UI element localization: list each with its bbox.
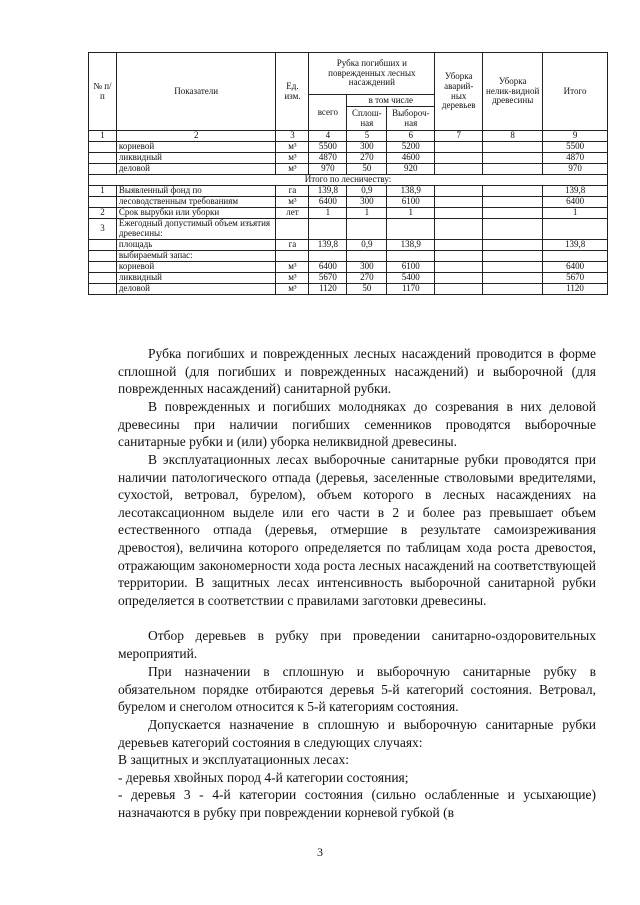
table-row [89,186,608,197]
row-emergency [435,261,483,272]
row-clear: 300 [347,142,387,153]
column-number: 5 [347,131,387,142]
table-row [89,272,608,283]
row-num: 1 [89,186,117,197]
row-label: деловой [116,164,276,175]
table-row [89,164,608,175]
row-total: 970 [309,164,347,175]
column-number: 8 [483,131,543,142]
row-emergency [435,153,483,164]
row-selective: 138,9 [387,186,435,197]
rows-section [89,186,608,295]
row-sum: 970 [543,164,608,175]
row-num [89,164,117,175]
table-row [89,197,608,208]
table-row [89,250,608,261]
row-total: 139,8 [309,239,347,250]
header-unit: Ед. изм. [276,53,309,131]
row-unit [276,250,309,261]
table-row [89,219,608,240]
row-label: корневой [116,142,276,153]
row-total: 6400 [309,197,347,208]
row-sum: 139,8 [543,186,608,197]
header-clear: Сплош-ная [347,107,387,131]
row-emergency [435,164,483,175]
table-row [89,283,608,294]
row-label: корневой [116,261,276,272]
column-number: 2 [116,131,276,142]
row-num [89,250,117,261]
section-title: Итого по лесничеству: [89,175,608,186]
row-total: 1 [309,208,347,219]
header-indicator: Показатели [116,53,276,131]
row-selective: 1170 [387,283,435,294]
header-emergency: Уборка аварий-ных деревьев [435,53,483,131]
row-nonliquid [483,153,543,164]
row-num [89,272,117,283]
header-num: № п/п [89,53,117,131]
row-total: 6400 [309,261,347,272]
row-clear: 1 [347,208,387,219]
header-selective: Выбороч-ная [387,107,435,131]
row-label: выбираемый запас: [116,250,276,261]
row-clear: 0,9 [347,186,387,197]
row-emergency [435,208,483,219]
paragraph-3: В эксплуатационных лесах выборочные санитарные рубки проводятся при наличии патологического отпада (деревья, заселенные стволовыми вредителями, сухостой, ветровал, бурелом), объем которого в лесных насаждениях на лесотаксационном выделе или его части в 2 и более раз превышает объем естественного отпада (деревья, отмершие в результате самоизреживания древостоя), величина которого определяется по таблицам хода роста древостоя, отражающим закономерности хода роста лесных насаждений на соответствующей территории. В защитных лесах интенсивность выборочной санитарной рубки определяется в соответствии с правилами заготовки древесины. [118,452,596,608]
row-unit: м³ [276,142,309,153]
row-num: 2 [89,208,117,219]
row-sum: 4870 [543,153,608,164]
row-unit: м³ [276,272,309,283]
row-sum: 5500 [543,142,608,153]
row-nonliquid [483,239,543,250]
row-emergency [435,197,483,208]
row-sum: 6400 [543,197,608,208]
row-clear: 300 [347,197,387,208]
paragraph-8: - деревья хвойных пород 4-й категории состояния; [118,770,409,785]
row-selective: 6100 [387,197,435,208]
row-unit: м³ [276,261,309,272]
row-emergency [435,142,483,153]
column-number: 4 [309,131,347,142]
row-total: 139,8 [309,186,347,197]
row-label: ликвидный [116,153,276,164]
row-nonliquid [483,250,543,261]
row-label: лесоводственным требованиям [116,197,276,208]
header-grand-total: Итого [543,53,608,131]
row-selective [387,250,435,261]
row-emergency [435,239,483,250]
column-number: 1 [89,131,117,142]
column-number: 7 [435,131,483,142]
row-nonliquid [483,197,543,208]
row-sum: 6400 [543,261,608,272]
row-num [89,142,117,153]
row-unit: га [276,186,309,197]
row-selective: 6100 [387,261,435,272]
row-nonliquid [483,283,543,294]
column-number: 9 [543,131,608,142]
row-sum [543,250,608,261]
row-selective: 138,9 [387,239,435,250]
row-selective: 5200 [387,142,435,153]
row-total: 5500 [309,142,347,153]
header-nonliquid: Уборка нелик-видной древесины [483,53,543,131]
row-clear: 50 [347,283,387,294]
row-selective: 920 [387,164,435,175]
header-felling-group: Рубка погибших и поврежденных лесных насаждений [309,53,435,95]
row-unit: м³ [276,197,309,208]
row-clear: 300 [347,261,387,272]
paragraph-6: Допускается назначение в сплошную и выборочную санитарные рубки деревьев категорий состояния в следующих случаях: [118,717,596,750]
paragraph-7: В защитных и эксплуатационных лесах: [118,752,350,767]
table-row [89,261,608,272]
row-selective: 5400 [387,272,435,283]
row-unit: м³ [276,283,309,294]
row-nonliquid [483,261,543,272]
row-total [309,250,347,261]
row-total: 5670 [309,272,347,283]
row-sum: 1 [543,208,608,219]
paragraph-2: В поврежденных и погибших молодняках до созревания в них деловой древесины при наличии погибших семенников проводятся выборочные санитарные рубки и (или) уборка неликвидной древесины. [118,399,596,450]
row-selective: 4600 [387,153,435,164]
row-nonliquid [483,186,543,197]
paragraph-9: - деревья 3 - 4-й категории состояния (сильно ослабленные и усыхающие) назначаются в рубку при повреждении корневой губкой (в [118,787,596,820]
row-label: Ежегодный допустимый объем изъятия древесины: [116,219,276,240]
row-clear: 50 [347,164,387,175]
row-selective [387,219,435,240]
row-nonliquid [483,219,543,240]
row-unit: га [276,239,309,250]
row-label: деловой [116,283,276,294]
row-label: площадь [116,239,276,250]
row-total: 4870 [309,153,347,164]
row-num [89,197,117,208]
felling-table [88,52,608,295]
row-clear [347,219,387,240]
row-total: 1120 [309,283,347,294]
header-total: всего [309,95,347,131]
row-sum: 1120 [543,283,608,294]
row-num [89,261,117,272]
table-row [89,153,608,164]
table-row [89,208,608,219]
column-numbers-row [89,131,608,142]
row-nonliquid [483,164,543,175]
row-selective: 1 [387,208,435,219]
table-row [89,142,608,153]
row-emergency [435,250,483,261]
row-total [309,219,347,240]
row-num [89,153,117,164]
row-clear: 270 [347,153,387,164]
page-number: 3 [317,845,323,859]
row-num [89,283,117,294]
paragraph-4: Отбор деревьев в рубку при проведении санитарно-оздоровительных мероприятий. [118,628,596,661]
paragraph-5: При назначении в сплошную и выборочную санитарные рубку в обязательном порядке отбираются деревья 5-й категорий состояния. Ветровал, бурелом и снеголом относится к 5-й категориям состояния. [118,664,596,715]
row-clear: 270 [347,272,387,283]
row-unit [276,219,309,240]
row-num: 3 [89,219,117,240]
row-sum [543,219,608,240]
column-number: 3 [276,131,309,142]
row-nonliquid [483,142,543,153]
header-incl: в том числе [347,95,435,107]
row-nonliquid [483,272,543,283]
table-row [89,239,608,250]
row-unit: м³ [276,153,309,164]
row-sum: 139,8 [543,239,608,250]
row-nonliquid [483,208,543,219]
rows-top [89,142,608,175]
row-clear: 0,9 [347,239,387,250]
row-label: Выявленный фонд по [116,186,276,197]
row-emergency [435,186,483,197]
row-sum: 5670 [543,272,608,283]
row-label: ликвидный [116,272,276,283]
row-emergency [435,283,483,294]
row-clear [347,250,387,261]
row-emergency [435,219,483,240]
paragraph-1: Рубка погибших и поврежденных лесных насаждений проводится в форме сплошной (для погибших и поврежденных насаждений) и выборочной (для поврежденных насаждений) санитарной рубки. [118,346,596,397]
row-unit: м³ [276,164,309,175]
row-label: Срок вырубки или уборки [116,208,276,219]
column-number: 6 [387,131,435,142]
row-num [89,239,117,250]
row-unit: лет [276,208,309,219]
row-emergency [435,272,483,283]
